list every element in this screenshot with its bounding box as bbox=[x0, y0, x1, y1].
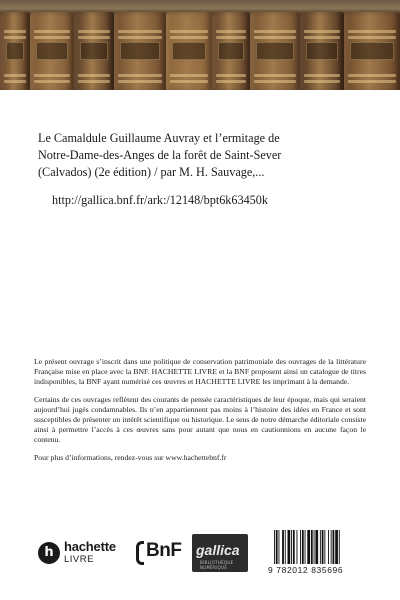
paragraph-1: Le présent ouvrage s’inscrit dans une politique de conservation patrimoniale des ouvrages de la littérature Française mise en place avec la BNF. HACHETTE LIVRE et la BNF proposent ainsi un catalogue de titres indisponibles, la BNF ayant numérisé ces œuvres et HACHETTE LIVRE les imprimant à la demande. bbox=[34, 357, 366, 387]
spine-label bbox=[218, 42, 244, 60]
title-line-2: Notre-Dame-des-Anges de la forêt de Saint-Sever bbox=[38, 148, 282, 162]
spine-band bbox=[170, 80, 208, 83]
bnf-wordmark: BnF bbox=[146, 540, 182, 561]
spine-band bbox=[4, 30, 26, 33]
barcode-bar bbox=[333, 530, 335, 564]
barcode-bar bbox=[276, 530, 278, 564]
barcode-bar bbox=[331, 530, 332, 564]
spine-band bbox=[254, 36, 296, 39]
source-url: http://gallica.bnf.fr/ark:/12148/bpt6k63450k bbox=[52, 193, 268, 207]
bnf-bracket-icon bbox=[136, 541, 144, 565]
book-spine bbox=[250, 12, 300, 90]
spine-band bbox=[78, 80, 110, 83]
hachette-mark-icon: h bbox=[38, 542, 60, 564]
spine-label bbox=[6, 42, 24, 60]
spine-band bbox=[78, 74, 110, 77]
spine-band bbox=[304, 80, 340, 83]
spine-label bbox=[80, 42, 108, 60]
barcode-bar bbox=[328, 530, 329, 564]
barcode-bar bbox=[274, 530, 275, 564]
spine-band bbox=[216, 74, 246, 77]
spine-band bbox=[118, 30, 162, 33]
spine-band bbox=[4, 80, 26, 83]
spine-band bbox=[348, 36, 396, 39]
spine-band bbox=[254, 30, 296, 33]
spine-band bbox=[304, 30, 340, 33]
spine-band bbox=[34, 74, 70, 77]
barcode-bar bbox=[305, 530, 306, 564]
spine-band bbox=[216, 80, 246, 83]
spine-band bbox=[170, 36, 208, 39]
barcode-bar bbox=[335, 530, 338, 564]
spine-label bbox=[306, 42, 338, 60]
spine-band bbox=[304, 74, 340, 77]
spine-band bbox=[118, 80, 162, 83]
spine-band bbox=[254, 80, 296, 83]
barcode-bar bbox=[297, 530, 298, 564]
title-line-1: Le Camaldule Guillaume Auvray et l’ermitage de bbox=[38, 131, 280, 145]
book-spine bbox=[30, 12, 74, 90]
spine-band bbox=[254, 74, 296, 77]
spine-band bbox=[34, 30, 70, 33]
spine-band bbox=[78, 36, 110, 39]
title-line-3: (Calvados) (2e édition) / par M. H. Sauvage,... bbox=[38, 165, 265, 179]
book-spine bbox=[0, 12, 30, 90]
logo-row bbox=[0, 528, 400, 578]
spine-label bbox=[172, 42, 206, 60]
spine-band bbox=[216, 30, 246, 33]
barcode-digits: 9 782012 835696 bbox=[268, 565, 344, 575]
spine-band bbox=[216, 36, 246, 39]
book-spine bbox=[166, 12, 212, 90]
spine-band bbox=[118, 74, 162, 77]
spine-band bbox=[304, 36, 340, 39]
barcode-bar bbox=[300, 530, 301, 564]
spine-label bbox=[256, 42, 294, 60]
spine-band bbox=[170, 74, 208, 77]
book-spine bbox=[114, 12, 166, 90]
spine-band bbox=[118, 36, 162, 39]
isbn-barcode bbox=[268, 528, 368, 578]
paragraph-3: Pour plus d’informations, rendez-vous sur www.hachettebnf.fr bbox=[34, 452, 227, 462]
spine-band bbox=[348, 74, 396, 77]
barcode-bars-icon bbox=[274, 530, 366, 564]
spine-label bbox=[350, 42, 394, 60]
bnf-logo bbox=[136, 538, 184, 568]
barcode-bar bbox=[288, 530, 291, 564]
barcode-bar bbox=[291, 530, 292, 564]
spine-label bbox=[120, 42, 160, 60]
barcode-bar bbox=[307, 530, 310, 564]
barcode-bar bbox=[282, 530, 284, 564]
barcode-bar bbox=[339, 530, 340, 564]
spine-band bbox=[78, 30, 110, 33]
barcode-bar bbox=[302, 530, 304, 564]
barcode-bar bbox=[285, 530, 286, 564]
barcode-bar bbox=[311, 530, 313, 564]
spine-band bbox=[348, 80, 396, 83]
paragraph-2: Certains de ces ouvrages reflètent des courants de pensée caractéristiques de leur époque, mais qui seraient aujourd’hui jugés condamnables. Ils n’en appartiennent pas moins à l’histoire des idées en France et sont susceptibles de présenter un intérêt scientifique ou historique. Le sens de notre démarche éditoriale consiste ainsi à permettre l’accès à ces œuvres sans pour autant que nous en cautionnions en aucune façon le contenu. bbox=[34, 394, 366, 445]
hachette-wordmark: hachette bbox=[64, 539, 116, 554]
spine-band bbox=[170, 30, 208, 33]
book-spine bbox=[344, 12, 400, 90]
barcode-bar bbox=[314, 530, 315, 564]
spine-label bbox=[36, 42, 68, 60]
barcode-bar bbox=[324, 530, 325, 564]
hachette-subtitle: LIVRE bbox=[64, 554, 94, 565]
barcode-bar bbox=[320, 530, 321, 564]
gallica-logo bbox=[192, 534, 248, 572]
spine-band bbox=[34, 36, 70, 39]
book-title bbox=[38, 130, 378, 181]
book-spine bbox=[300, 12, 344, 90]
barcode-bar bbox=[279, 530, 280, 564]
book-spine bbox=[74, 12, 114, 90]
gallica-subtitle: BIBLIOTHÈQUE NUMÉRIQUE bbox=[200, 560, 234, 570]
spine-band bbox=[348, 30, 396, 33]
barcode-bar bbox=[322, 530, 324, 564]
gallica-wordmark: gallica bbox=[196, 542, 240, 558]
book-spine bbox=[212, 12, 250, 90]
description-text bbox=[34, 357, 366, 470]
spine-band bbox=[4, 36, 26, 39]
spine-band bbox=[34, 80, 70, 83]
header-bookshelf-photo bbox=[0, 0, 400, 90]
hachette-livre-logo bbox=[38, 538, 118, 568]
barcode-bar bbox=[293, 530, 295, 564]
spine-band bbox=[4, 74, 26, 77]
barcode-bar bbox=[315, 530, 318, 564]
